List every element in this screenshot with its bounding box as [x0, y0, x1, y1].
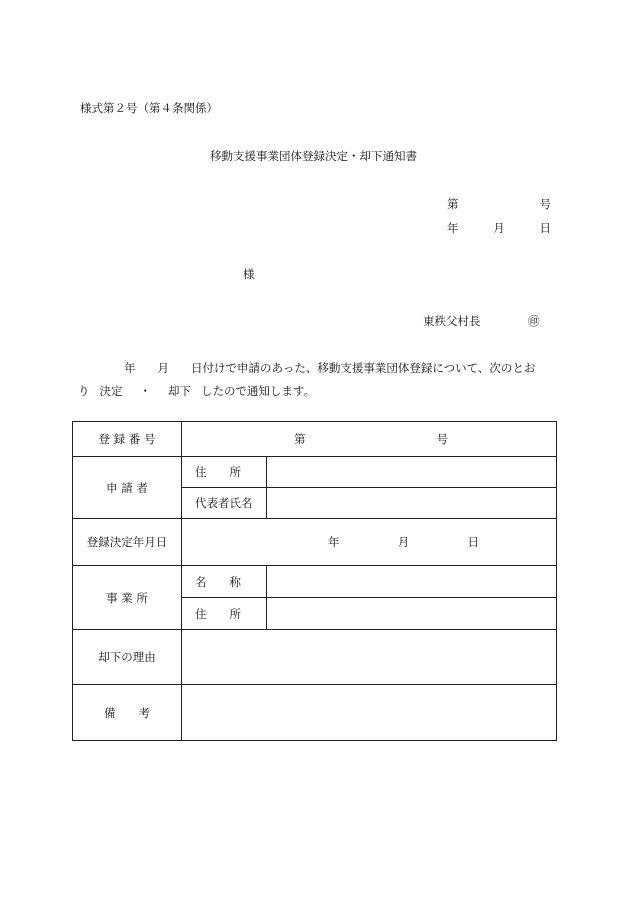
decision-month: 月 [397, 535, 410, 549]
number-prefix: 第 [447, 197, 459, 211]
row-remarks [73, 685, 557, 741]
office-label: 事 業 所 [73, 566, 182, 630]
number-suffix: 号 [539, 197, 551, 211]
remarks-label: 備 考 [73, 685, 182, 741]
office-name-value[interactable] [267, 566, 557, 598]
body-year: 年 [124, 361, 136, 375]
rejection-reason-label: 却下の理由 [73, 630, 182, 685]
document-number [447, 196, 551, 212]
date-day: 日 [539, 221, 551, 235]
reg-number-label: 登 録 番 号 [73, 422, 182, 457]
office-address-value[interactable] [267, 598, 557, 630]
applicant-label: 申 請 者 [73, 457, 182, 519]
representative-value[interactable] [267, 488, 557, 519]
reg-number-prefix: 第 [294, 432, 306, 446]
date-year: 年 [447, 221, 459, 235]
addressee-honorific: 様 [243, 267, 255, 281]
document-title: 移動支援事業団体登録決定・却下通知書 [210, 149, 417, 163]
document-date [447, 220, 551, 236]
option-separator: ・ [139, 384, 151, 398]
row-applicant-address [73, 457, 557, 488]
body-line2-end: したので通知します。 [201, 384, 316, 398]
body-line1-rest: 日付けで申請のあった、移動支援事業団体登録について、次のとお [191, 361, 536, 375]
decision-day: 日 [467, 535, 479, 549]
body-text-line-2 [78, 383, 315, 399]
reg-number-suffix: 号 [436, 432, 448, 446]
rejection-option: 却下 [168, 384, 191, 398]
applicant-address-label: 住 所 [182, 457, 267, 488]
row-office-name [73, 566, 557, 598]
decision-date-label: 登録決定年月日 [73, 519, 182, 566]
body-text-line-1 [124, 360, 535, 376]
row-registration-number [73, 422, 557, 457]
office-address-label: 住 所 [182, 598, 267, 630]
issuer-title: 東秩父村長 [423, 314, 481, 328]
row-decision-date [73, 519, 557, 566]
decision-date-value[interactable] [182, 519, 557, 566]
body-month: 月 [157, 361, 169, 375]
registration-table [72, 421, 557, 741]
rejection-reason-value[interactable] [182, 630, 557, 685]
seal-mark: ㊞ [528, 314, 540, 328]
representative-label: 代表者氏名 [182, 488, 267, 519]
reg-number-value[interactable] [182, 422, 557, 457]
remarks-value[interactable] [182, 685, 557, 741]
body-line2-start: り [78, 384, 90, 398]
decision-year: 年 [328, 535, 340, 549]
form-number: 様式第２号（第４条関係） [80, 101, 218, 115]
office-name-label: 名 称 [182, 566, 267, 598]
date-month: 月 [493, 221, 505, 235]
decision-option: 決定 [99, 384, 123, 398]
row-rejection-reason [73, 630, 557, 685]
applicant-address-value[interactable] [267, 457, 557, 488]
